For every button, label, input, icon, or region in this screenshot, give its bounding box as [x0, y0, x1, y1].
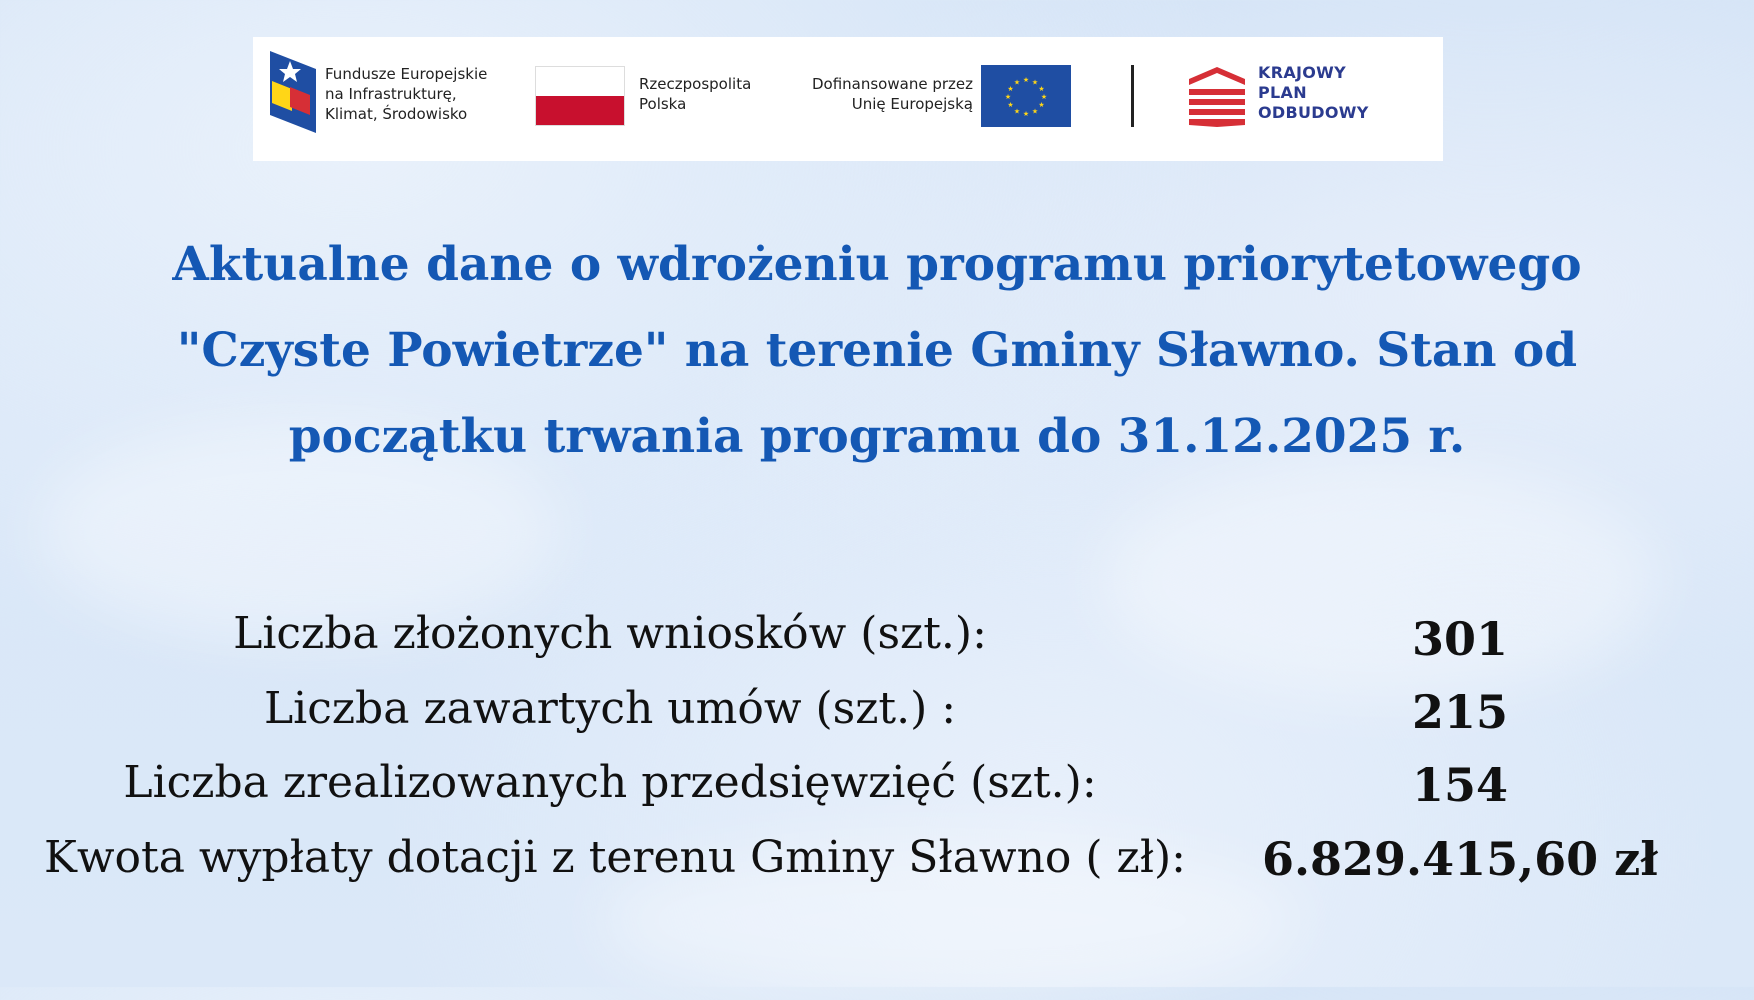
fundusze-europejskie-text — [325, 64, 487, 124]
stat-label-applications: Liczba złożonych wniosków (szt.): — [233, 608, 987, 659]
stat-label-subsidy-amount: Kwota wypłaty dotacji z terenu Gminy Sławno ( zł): — [43, 832, 1186, 883]
fe-line: Klimat, Środowisko — [325, 105, 468, 123]
svg-text:★: ★ — [1007, 85, 1014, 93]
fe-line: Fundusze Europejskie — [325, 65, 488, 83]
svg-text:★: ★ — [1038, 85, 1045, 93]
rzeczpospolita-text — [639, 74, 751, 114]
svg-text:★: ★ — [1004, 93, 1012, 101]
stat-label-projects: Liczba zrealizowanych przedsięwzięć (szt.): — [123, 757, 1097, 808]
stat-value-projects: 154 — [1411, 758, 1509, 812]
svg-text:★: ★ — [1040, 93, 1048, 101]
stat-value-applications: 301 — [1411, 612, 1509, 666]
svg-text:★: ★ — [1022, 110, 1030, 118]
fe-line: na Infrastrukturę, — [325, 85, 457, 103]
rp-line: Polska — [639, 95, 687, 113]
stat-label-contracts: Liczba zawartych umów (szt.) : — [263, 683, 957, 734]
svg-text:★: ★ — [1007, 101, 1014, 109]
kpo-logo-icon — [1189, 65, 1245, 127]
page-title — [0, 222, 1754, 480]
stat-value-subsidy-amount: 6.829.415,60 zł — [1262, 832, 1658, 886]
svg-text:★: ★ — [1038, 101, 1045, 109]
svg-text:★: ★ — [1031, 78, 1039, 87]
svg-text:★: ★ — [1013, 78, 1021, 87]
fundusze-europejskie-logo-icon — [270, 51, 316, 133]
kpo-line: ODBUDOWY — [1258, 103, 1369, 122]
kpo-line: KRAJOWY — [1258, 63, 1346, 82]
svg-text:★: ★ — [1013, 107, 1021, 116]
kpo-line: PLAN — [1258, 83, 1307, 102]
funding-logo-bar — [253, 37, 1443, 161]
eu-line: Dofinansowane przez — [811, 75, 973, 93]
logo-divider — [1131, 65, 1134, 127]
rp-line: Rzeczpospolita — [639, 75, 752, 93]
title-line: początku trwania programu do 31.12.2025 r. — [288, 409, 1466, 464]
title-line: Aktualne dane o wdrożeniu programu priorytetowego — [172, 237, 1582, 292]
svg-text:★: ★ — [1022, 76, 1030, 84]
eu-line: Unię Europejską — [851, 95, 973, 113]
eu-cofinanced-text — [773, 74, 973, 114]
svg-text:★: ★ — [1031, 107, 1039, 116]
kpo-text — [1258, 63, 1369, 123]
stat-value-contracts: 215 — [1411, 685, 1509, 739]
eu-flag-icon — [981, 65, 1071, 127]
polish-flag-icon — [535, 66, 625, 126]
title-line: "Czyste Powietrze" na terenie Gminy Sławno. Stan od — [176, 323, 1578, 378]
